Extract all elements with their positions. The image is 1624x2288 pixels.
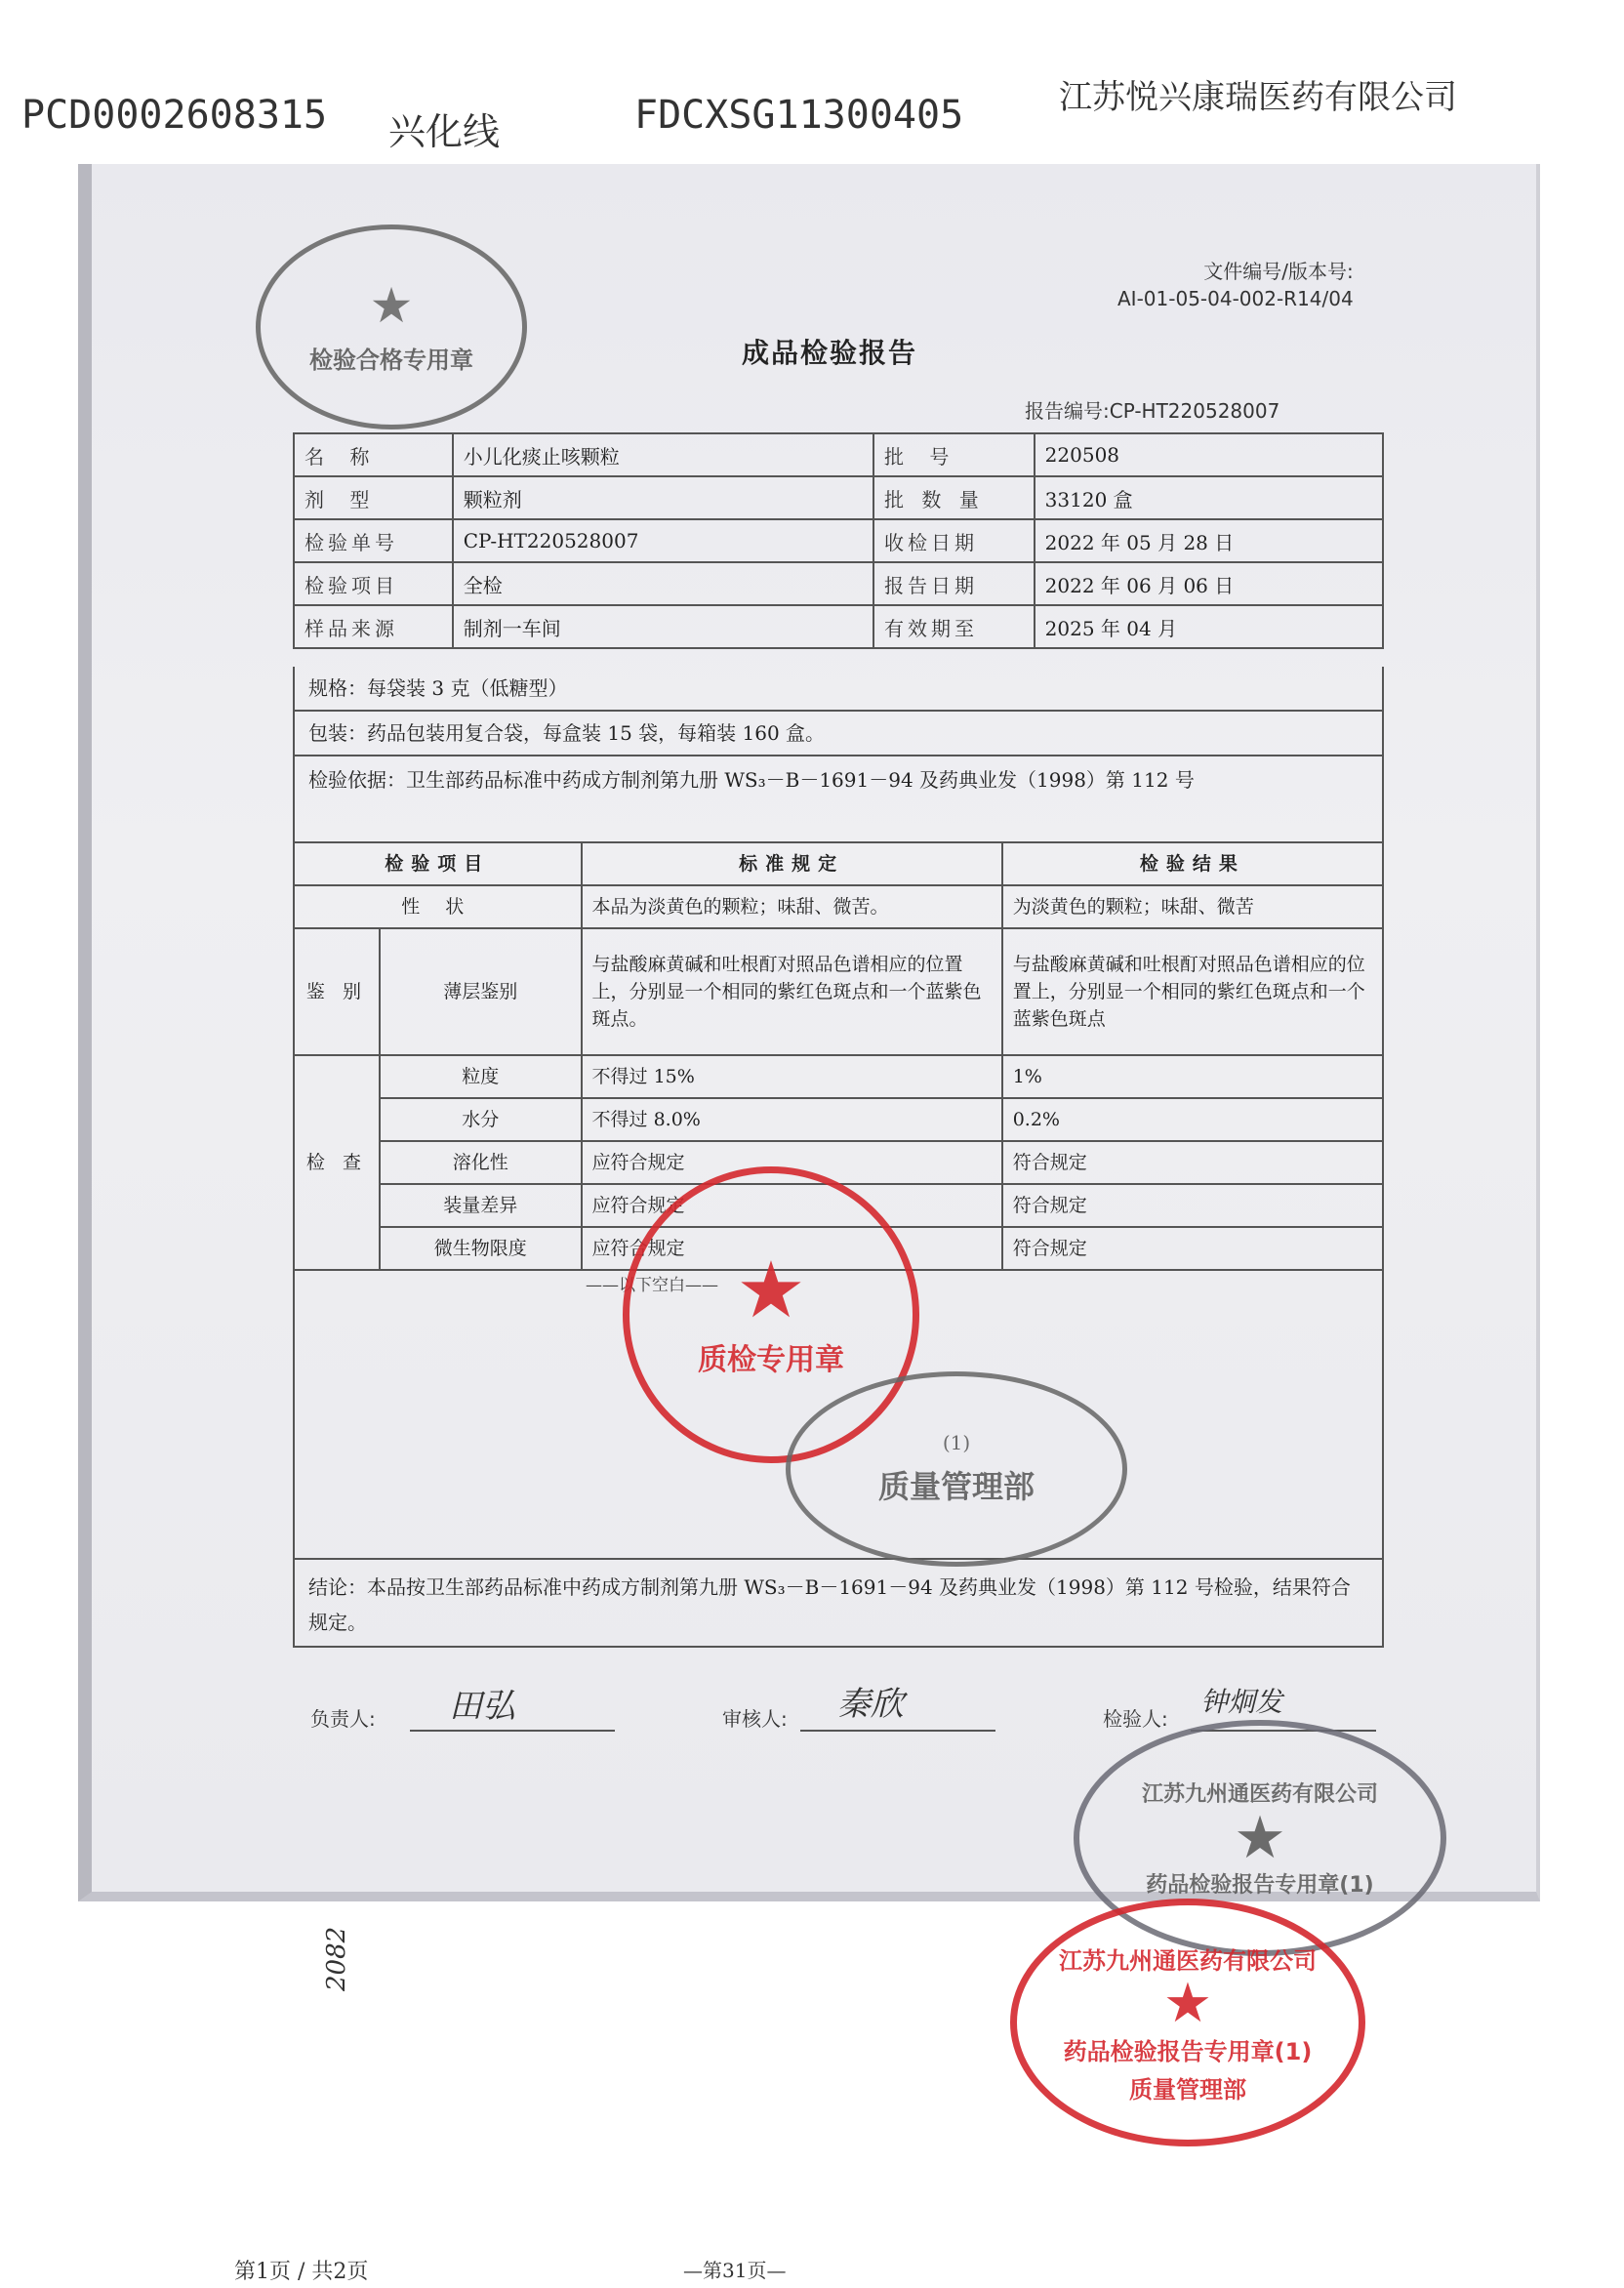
check-res: 0.2% — [1002, 1098, 1383, 1141]
header-line: 兴化线 — [388, 110, 501, 153]
stamp-red-right-bottom: 质量管理部 — [1129, 2075, 1246, 2104]
reviewer-label: 审核人: — [722, 1707, 788, 1731]
info-table — [293, 432, 1384, 649]
inspector-signature: 钟炯发 — [1200, 1686, 1283, 1718]
doc-no: AI-01-05-04-002-R14/04 — [1117, 287, 1354, 310]
conclusion: 结论：本品按卫生部药品标准中药成方制剂第九册 WS₃－B－1691－94 及药典业发（1998）第 112 号检验，结果符合规定。 — [293, 1560, 1384, 1648]
stamp-oval — [786, 1371, 1127, 1567]
stamp-red-right-mid: 药品检验报告专用章(1) — [1063, 2037, 1313, 2065]
expiry-value: 2025 年 04 月 — [1035, 605, 1383, 648]
check-name: 水分 — [380, 1098, 582, 1141]
check-name: 粒度 — [380, 1055, 582, 1098]
check-res: 符合规定 — [1002, 1227, 1383, 1270]
below-blank-note: ——以下空白—— — [586, 1276, 718, 1295]
batch-label: 批 号 — [873, 433, 1035, 476]
recv-value: 2022 年 05 月 28 日 — [1035, 519, 1383, 562]
star-icon: ★ — [736, 1245, 806, 1335]
name-label: 名 称 — [294, 433, 453, 476]
qty-label: 批 数 量 — [873, 476, 1035, 519]
check-res: 符合规定 — [1002, 1184, 1383, 1227]
item-value: 全检 — [453, 562, 873, 605]
page-indicator: 第1页 / 共2页 — [234, 2260, 369, 2284]
name-value: 小儿化痰止咳颗粒 — [453, 433, 873, 476]
packing-line: 包装：药品包装用复合袋，每盒装 15 袋，每箱装 160 盒。 — [293, 712, 1384, 756]
check-std: 应符合规定 — [582, 1184, 1002, 1227]
check-name: 装量差异 — [380, 1184, 582, 1227]
batch-value: 220508 — [1035, 433, 1383, 476]
report-date-label: 报告日期 — [873, 562, 1035, 605]
report-title: 成品检验报告 — [742, 337, 918, 369]
header-code-left: PCD0002608315 — [21, 93, 328, 138]
reviewer-signature: 秦欣 — [837, 1685, 904, 1724]
stamp-oval-text: 质量管理部 — [877, 1468, 1035, 1505]
trait-label: 性 状 — [294, 885, 582, 928]
trait-std: 本品为淡黄色的颗粒；味甜、微苦。 — [582, 885, 1002, 928]
check-res: 符合规定 — [1002, 1141, 1383, 1184]
basis-line: 检验依据：卫生部药品标准中药成方制剂第九册 WS₃－B－1691－94 及药典业发（1998）第 112 号 — [293, 756, 1384, 843]
check-label: 检 查 — [294, 1055, 380, 1270]
spec-line: 规格：每袋装 3 克（低糖型） — [293, 667, 1384, 712]
check-name: 微生物限度 — [380, 1227, 582, 1270]
recv-label: 收检日期 — [873, 519, 1035, 562]
form-label: 剂 型 — [294, 476, 453, 519]
item-label: 检验项目 — [294, 562, 453, 605]
document-id — [1117, 258, 1354, 312]
check-std: 应符合规定 — [582, 1141, 1002, 1184]
trait-res: 为淡黄色的颗粒；味甜、微苦 — [1002, 885, 1383, 928]
check-res: 1% — [1002, 1055, 1383, 1098]
source-value: 制剂一车间 — [453, 605, 873, 648]
check-std: 不得过 8.0% — [582, 1098, 1002, 1141]
check-std: 应符合规定 — [582, 1227, 1002, 1270]
stamp-red-right-top: 江苏九州通医药有限公司 — [1059, 1946, 1317, 1975]
col-head-res: 检验结果 — [1002, 842, 1383, 885]
col-head-std: 标准规定 — [582, 842, 1002, 885]
check-std: 不得过 15% — [582, 1055, 1002, 1098]
doc-no-label: 文件编号/版本号: — [1203, 260, 1354, 283]
stamp-top-left — [256, 225, 527, 429]
source-label: 样品来源 — [294, 605, 453, 648]
stamp-red-right — [1010, 1899, 1365, 2146]
ident-label: 鉴 别 — [294, 928, 380, 1055]
page-total-indicator: —第31页— — [683, 2259, 787, 2282]
expiry-label: 有效期至 — [873, 605, 1035, 648]
stamp-top-left-text: 检验合格专用章 — [309, 346, 473, 374]
inspector-label: 检验人: — [1103, 1707, 1168, 1731]
star-icon: ★ — [1162, 1971, 1213, 2035]
stamp-grey-right-bottom: 药品检验报告专用章(1) — [1146, 1873, 1374, 1898]
order-value: CP-HT220528007 — [453, 519, 873, 562]
stamp-grey-right-top: 江苏九州通医药有限公司 — [1141, 1782, 1378, 1807]
report-date-value: 2022 年 06 月 06 日 — [1035, 562, 1383, 605]
star-icon: ★ — [1234, 1804, 1286, 1872]
chief-label: 负责人: — [310, 1707, 376, 1731]
stamp-red-mid-text: 质检专用章 — [698, 1343, 844, 1377]
form-value: 颗粒剂 — [453, 476, 873, 519]
star-icon: ★ — [369, 276, 414, 334]
report-number: 报告编号:CP-HT220528007 — [1025, 399, 1280, 423]
margin-handwritten-note: 2082 — [322, 1926, 351, 1991]
header-code-mid: FDCXSG11300405 — [634, 93, 964, 138]
stamp-oval-num: (1) — [942, 1431, 971, 1454]
chief-line — [410, 1730, 615, 1732]
check-name: 溶化性 — [380, 1141, 582, 1184]
order-label: 检验单号 — [294, 519, 453, 562]
tlc-res: 与盐酸麻黄碱和吐根酊对照品色谱相应的位置上，分别显一个相同的紫红色斑点和一个蓝紫色斑点 — [1002, 928, 1383, 1055]
chief-signature: 田弘 — [449, 1687, 515, 1726]
qty-value: 33120 盒 — [1035, 476, 1383, 519]
col-head-item: 检验项目 — [294, 842, 582, 885]
header-company: 江苏悦兴康瑞医药有限公司 — [1059, 78, 1457, 117]
tlc-std: 与盐酸麻黄碱和吐根酊对照品色谱相应的位置上，分别显一个相同的紫红色斑点和一个蓝紫色斑点。 — [582, 928, 1002, 1055]
tlc-label: 薄层鉴别 — [380, 928, 582, 1055]
reviewer-line — [800, 1730, 995, 1732]
